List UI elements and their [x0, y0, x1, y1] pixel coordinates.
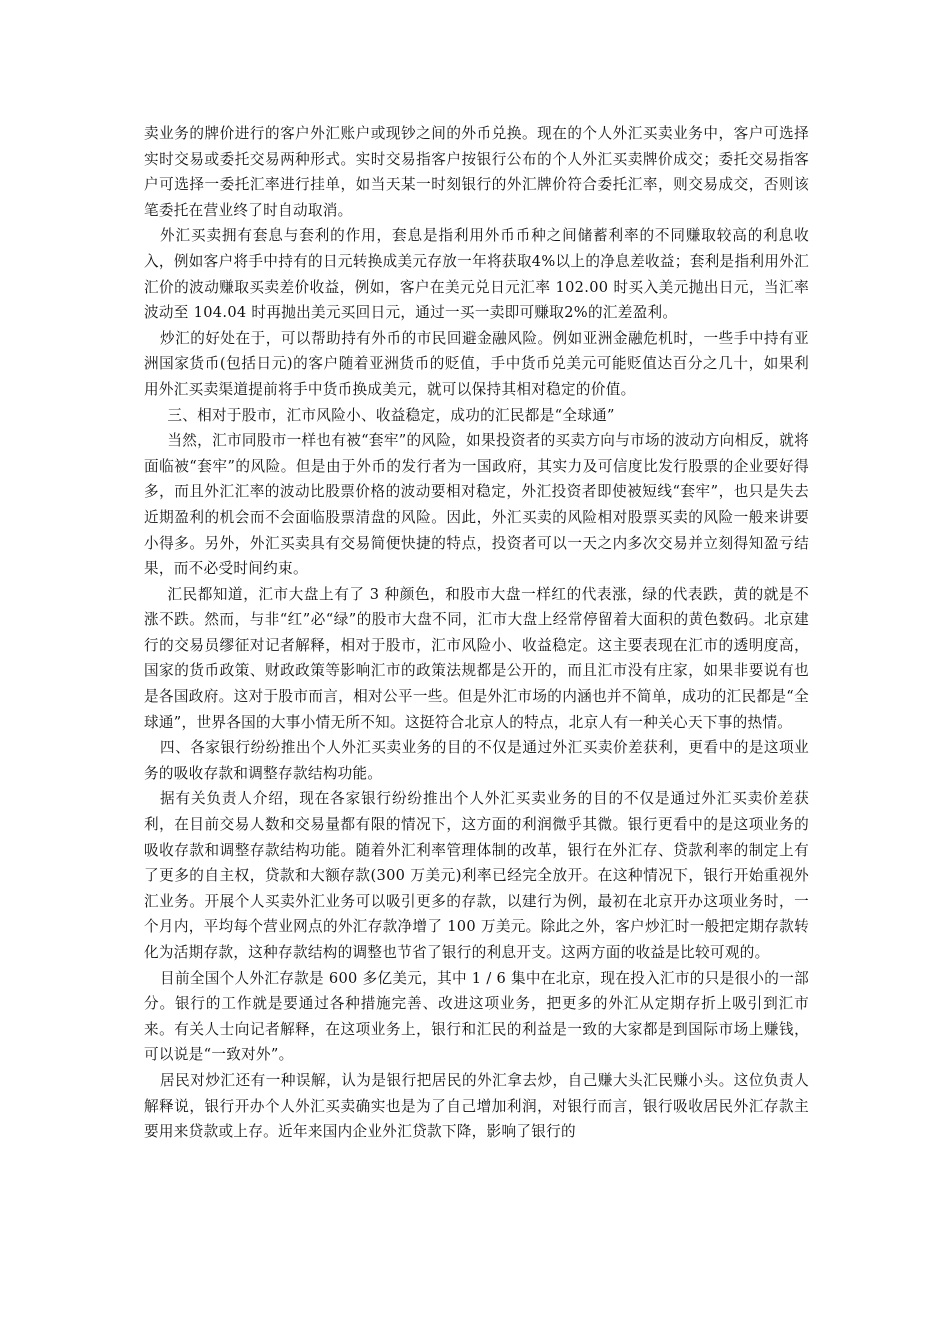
paragraph-7: 目前全国个人外汇存款是 600 多亿美元，其中 1 / 6 集中在北京，现在投入汇市的只是很小的一部分。银行的工作就是要通过各种措施完善、改进这项业务，把更多的外汇从定期存折上吸引到汇市来。有关人士向记者解释，在这项业务上，银行和汇民的利益是一致的大家都是到国际市场上赚钱，可以说是“一致对外”。	[144, 969, 809, 1064]
paragraph-6: 据有关负责人介绍，现在各家银行纷纷推出个人外汇买卖业务的目的不仅是通过外汇买卖价差获利，在目前交易人数和交易量都有限的情况下，这方面的利润微乎其微。银行更看中的是这项业务的吸收存款和调整存款结构功能。随着外汇利率管理体制的改革，银行在外汇存、贷款利率的制定上有了更多的自主权，贷款和大额存款(300 万美元)利率已经完全放开。在这种情况下，银行开始重视外汇业务。开展个人买卖外汇业务可以吸引更多的存款，以建行为例，最初在北京开办这项业务时，一个月内，平均每个营业网点的外汇存款净增了 100 万美元。除此之外，客户炒汇时一般把定期存款转化为活期存款，这种存款结构的调整也节省了银行的利息开支。这两方面的收益是比较可观的。	[144, 790, 809, 961]
document-body	[144, 121, 809, 1145]
paragraph-4: 当然，汇市同股市一样也有被“套牢”的风险，如果投资者的买卖方向与市场的波动方向相反，就将面临被“套牢”的风险。但是由于外币的发行者为一国政府，其实力及可信度比发行股票的企业要好得多，而且外汇汇率的波动比股票价格的波动要相对稳定，外汇投资者即使被短线“套牢”，也只是失去近期盈利的机会而不会面临股票清盘的风险。因此，外汇买卖的风险相对股票买卖的风险一般来讲要小得多。另外，外汇买卖具有交易简便快捷的特点，投资者可以一天之内多次交易并立刻得知盈亏结果，而不必受时间约束。	[144, 432, 809, 578]
section-heading-3: 三、相对于股市，汇市风险小、收益稳定，成功的汇民都是“全球通”	[167, 406, 615, 424]
paragraph-8: 居民对炒汇还有一种误解，认为是银行把居民的外汇拿去炒，自己赚大头汇民赚小头。这位负责人解释说，银行开办个人外汇买卖确实也是为了自己增加利润，对银行而言，银行吸收居民外汇存款主要用来贷款或上存。近年来国内企业外汇贷款下降，影响了银行的	[144, 1071, 809, 1141]
paragraph-3: 炒汇的好处在于，可以帮助持有外币的市民回避金融风险。例如亚洲金融危机时，一些手中持有亚洲国家货币(包括日元)的客户随着亚洲货币的贬值，手中货币兑美元可能贬值达百分之几十，如果利用外汇买卖渠道提前将手中货币换成美元，就可以保持其相对稳定的价值。	[144, 329, 809, 398]
paragraph-1: 卖业务的牌价进行的客户外汇账户或现钞之间的外币兑换。现在的个人外汇买卖业务中，客户可选择实时交易或委托交易两种形式。实时交易指客户按银行公布的个人外汇买卖牌价成交；委托交易指客户可选择一委托汇率进行挂单，如当天某一时刻银行的外汇牌价符合委托汇率，则交易成交，否则该笔委托在营业终了时自动取消。	[144, 125, 809, 219]
section-heading-4: 四、各家银行纷纷推出个人外汇买卖业务的目的不仅是通过外汇买卖价差获利，更看中的是这项业务的吸收存款和调整存款结构功能。	[144, 739, 809, 782]
paragraph-5: 汇民都知道，汇市大盘上有了 3 种颜色，和股市大盘一样红的代表涨，绿的代表跌，黄的就是不涨不跌。然而，与非“红”必“绿”的股市大盘不同，汇市大盘上经常停留着大面积的黄色数码。北京建行的交易员缪征对记者解释，相对于股市，汇市风险小、收益稳定。这主要表现在汇市的透明度高，国家的货币政策、财政政策等影响汇市的政策法规都是公开的，而且汇市没有庄家，如果非要说有也是各国政府。这对于股市而言，相对公平一些。但是外汇市场的内涵也并不简单，成功的汇民都是“全球通”，世界各国的大事小情无所不知。这挺符合北京人的特点，北京人有一种关心天下事的热情。	[144, 585, 809, 731]
paragraph-2: 外汇买卖拥有套息与套利的作用，套息是指利用外币币种之间储蓄利率的不同赚取较高的利息收入，例如客户将手中持有的日元转换成美元存放一年将获取4%以上的净息差收益；套利是指利用外汇汇价的波动赚取买卖差价收益，例如，客户在美元兑日元汇率 102.00 时买入美元抛出日元，当汇率波动至 104.04 时再抛出美元买回日元，通过一买一卖即可赚取2%的汇差盈利。	[144, 227, 809, 322]
